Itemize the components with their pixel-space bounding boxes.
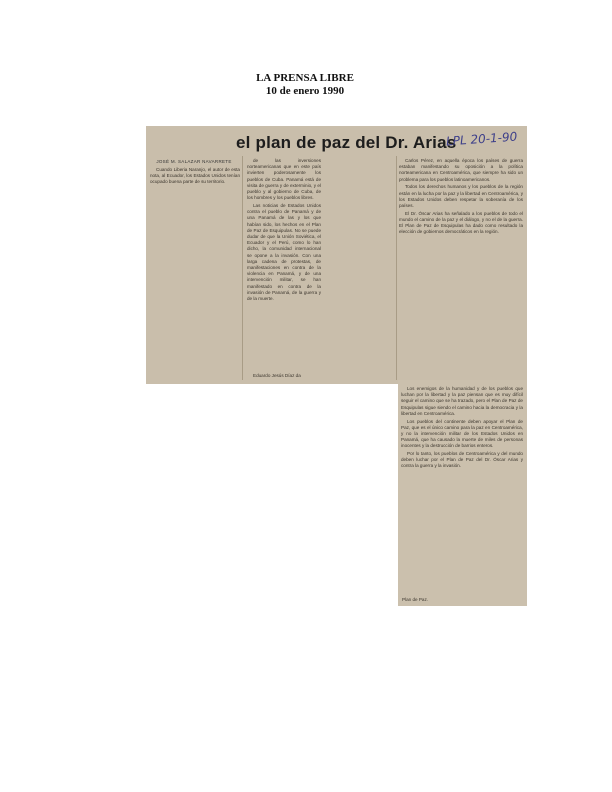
column-footer: Eduardo Jesús Díaz da bbox=[253, 373, 301, 378]
newspaper-name: LA PRENSA LIBRE bbox=[256, 72, 354, 84]
article-byline: JOSÉ M. SALAZAR NAVARRETE bbox=[156, 159, 232, 164]
paragraph: Carlos Pérez, en aquella época los países de guerra estaban manifestando su oposición a la política norteamericana en Centroamérica, que siempre ha sido un problema para los pueblos latinoamericanos. bbox=[399, 158, 523, 182]
publication-date: 10 de enero 1990 bbox=[265, 85, 345, 97]
article-column-3-continued bbox=[401, 386, 523, 602]
paragraph: Por lo tanto, los pueblos de Centroamérica y del mundo deben luchar por el Plan de Paz del Dr. Óscar Arias y contra la guerra y la invasión. bbox=[401, 451, 523, 469]
paragraph: Los pueblos del continente deben apoyar el Plan de Paz, que es el único camino para la paz en Centroamérica, y no la intervención militar de los Estados Unidos en Panamá, que ha causado la muerte de miles de personas inocentes y la destrucción de barrios enteros. bbox=[401, 418, 523, 449]
paragraph: de las inversiones norteamericanas que en este país invierten poderosamente los pueblos de Cuba. Panamá está de visita de guerra y de exterminio, y el pueblo y al gobierno de Cuba, de los hombres y los pueblos libres. bbox=[247, 158, 321, 201]
column-divider bbox=[242, 156, 243, 380]
page-header bbox=[225, 72, 385, 98]
article-column-1 bbox=[150, 167, 240, 193]
paragraph: Todos los derechos humanos y los pueblos de la región están en la lucha por la paz y la libertad en Centroamérica, y los Estados Unidos deben respetar la soberanía de los países. bbox=[399, 184, 523, 208]
paragraph: El Dr. Óscar Arias ha señalado a los pueblos de todo el mundo el camino de la paz y el diálogo, y no el de la guerra. El Plan de Paz de Esquipulas ha dado como resultado la elección de gobiernos democráticos en la región. bbox=[399, 210, 523, 235]
paragraph: Los enemigos de la humanidad y de los pueblos que luchan por la libertad y la paz piensan que es muy difícil seguir el camino que se ha trazado, pero el Plan de Paz de Esquipulas sigue siendo el camino hacia la democracia y la libertad en Centroamérica. bbox=[401, 386, 523, 416]
handwritten-date-stamp: LPL 20-1-90 bbox=[445, 129, 518, 149]
article-closing: Plan de Paz. bbox=[402, 597, 429, 602]
paragraph: Cuando Liberia Naranjo, el autor de esta nota, al Ecuador, los Estados Unidos tenían ocupado buena parte de su territorio. bbox=[150, 167, 240, 185]
article-headline: el plan de paz del Dr. Arias bbox=[236, 133, 457, 152]
article-column-2 bbox=[247, 158, 321, 378]
article-column-3 bbox=[399, 158, 523, 380]
paragraph: Las noticias de Estados Unidos contra el pueblo de Panamá y de una Panamá de las y los que habían sido, los hechos en el Plan de Paz de Esquipulas. No se puede dudar de que la Unión Soviética, el Ecuador y el Perú, como lo han dicho, la comunidad internacional se opone a la invasión. Con una larga cadena de protestas, de manifestaciones en contra de la violencia en Panamá, y de una intervención militar, se han manifestado en contra de la invasión de Panamá, de la guerra y de la muerte. bbox=[247, 202, 321, 301]
column-divider bbox=[396, 156, 397, 380]
